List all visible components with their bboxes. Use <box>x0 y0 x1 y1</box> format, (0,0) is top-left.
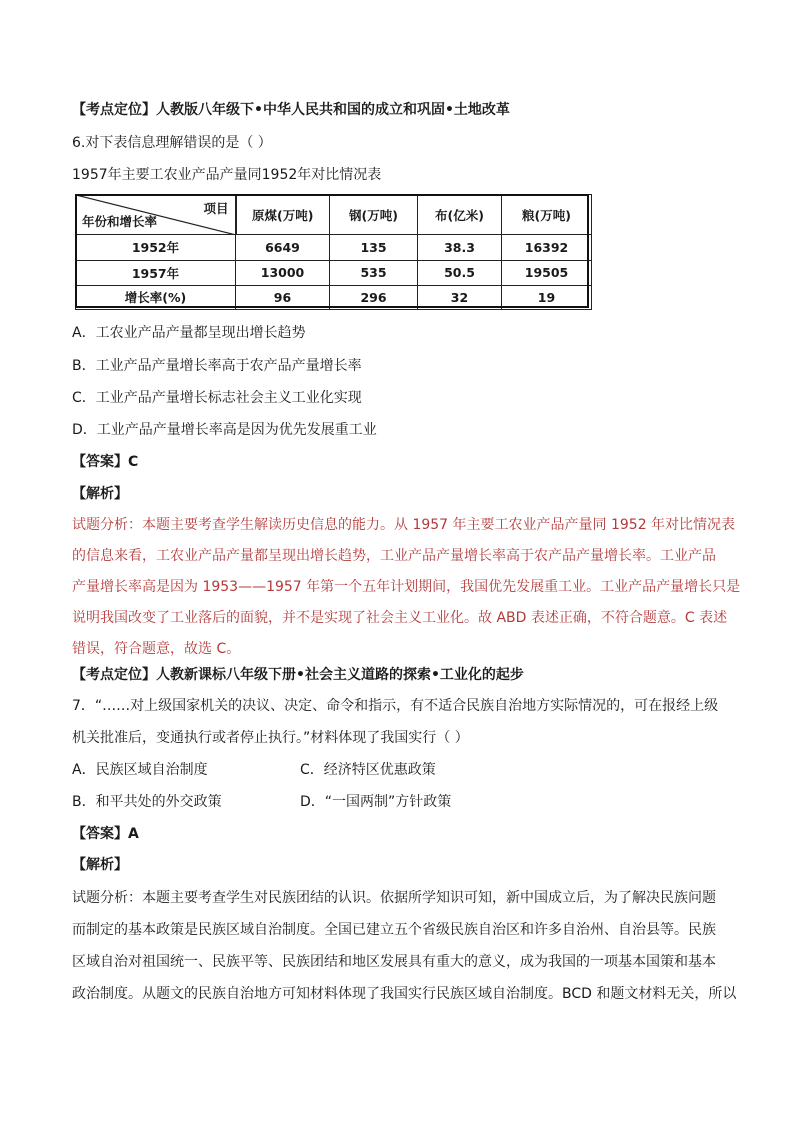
analysis-line: 产量增长率高是因为 1953——1957 年第一个五年计划期间，我国优先发展重工业。工业产品产量增长只是 <box>72 579 741 595</box>
table-cell: 6649 <box>236 235 330 260</box>
option-c: C．经济特区优惠政策 <box>300 762 436 778</box>
kaodian-q6: 【考点定位】人教新课标八年级下册•社会主义道路的探索•工业化的起步 <box>72 667 524 683</box>
kaodian-q5: 【考点定位】人教版八年级下•中华人民共和国的成立和巩固•土地改革 <box>72 102 510 118</box>
option-b: B．工业产品产量增长率高于农产品产量增长率 <box>72 358 362 374</box>
jiexi-label-q7: 【解析】 <box>72 857 128 873</box>
table-cell: 19505 <box>502 260 592 285</box>
option-d: D．工业产品产量增长率高是因为优先发展重工业 <box>72 422 377 438</box>
question-7-stem: 机关批准后，变通执行或者停止执行。”材料体现了我国实行（ ） <box>72 730 469 746</box>
analysis-line: 区域自治对祖国统一、民族平等、民族团结和地区发展具有重大的意义，成为我国的一项基本国策和基本 <box>72 954 716 970</box>
table-row <box>76 260 592 285</box>
row-label: 1952年 <box>76 235 236 260</box>
analysis-line: 政治制度。从题文的民族自治地方可知材料体现了我国实行民族区域自治制度。BCD 和题文材料无关，所以 <box>72 986 737 1002</box>
table-cell: 296 <box>330 285 418 309</box>
table-cell: 535 <box>330 260 418 285</box>
table-cell: 38.3 <box>418 235 502 260</box>
analysis-line: 说明我国改变了工业落后的面貌，并不是实现了社会主义工业化。故 ABD 表述正确，不符合题意。C 表述 <box>72 610 728 626</box>
answer-q6: 【答案】C <box>72 454 139 470</box>
table-cell: 50.5 <box>418 260 502 285</box>
table-row <box>76 285 592 309</box>
analysis-line: 错误，符合题意，故选 C。 <box>72 641 241 657</box>
corner-label-item: 项目 <box>203 201 229 216</box>
corner-label-year: 年份和增长率 <box>82 214 158 230</box>
table-cell: 96 <box>236 285 330 309</box>
table-corner-cell <box>76 195 236 235</box>
analysis-line: 试题分析：本题主要考查学生解读历史信息的能力。从 1957 年主要工农业产品产量同 1952 年对比情况表 <box>72 517 736 533</box>
question-6-stem: 6.对下表信息理解错误的是（ ） <box>72 135 272 151</box>
header-grain: 粮(万吨) <box>502 195 592 235</box>
option-d: D．“一国两制”方针政策 <box>300 794 452 810</box>
option-a: A．工农业产品产量都呈现出增长趋势 <box>72 325 306 341</box>
table-cell: 16392 <box>502 235 592 260</box>
table-row <box>76 235 592 260</box>
option-c: C．工业产品产量增长标志社会主义工业化实现 <box>72 390 362 406</box>
table-cell: 32 <box>418 285 502 309</box>
table-cell: 19 <box>502 285 592 309</box>
analysis-line: 而制定的基本政策是民族区域自治制度。全国已建立五个省级民族自治区和许多自治州、自治县等。民族 <box>72 922 716 938</box>
jiexi-label-q6: 【解析】 <box>72 486 128 502</box>
analysis-line: 试题分析：本题主要考查学生对民族团结的认识。依据所学知识可知，新中国成立后，为了解决民族问题 <box>72 890 716 906</box>
option-b: B．和平共处的外交政策 <box>72 794 222 810</box>
header-steel: 钢(万吨) <box>330 195 418 235</box>
question-7-stem: 7．“……对上级国家机关的决议、决定、命令和指示，有不适合民族自治地方实际情况的，可在报经上级 <box>72 698 719 714</box>
option-a: A．民族区域自治制度 <box>72 762 208 778</box>
row-label: 增长率(%) <box>76 285 236 309</box>
row-label: 1957年 <box>76 260 236 285</box>
analysis-line: 的信息来看，工农业产品产量都呈现出增长趋势，工业产品产量增长率高于农产品产量增长率。工业产品 <box>72 548 716 564</box>
answer-q7: 【答案】A <box>72 826 139 842</box>
header-cloth: 布(亿米) <box>418 195 502 235</box>
table-cell: 135 <box>330 235 418 260</box>
table-cell: 13000 <box>236 260 330 285</box>
header-coal: 原煤(万吨) <box>236 195 330 235</box>
table-title: 1957年主要工农业产品产量同1952年对比情况表 <box>72 167 382 183</box>
production-table <box>75 194 591 310</box>
